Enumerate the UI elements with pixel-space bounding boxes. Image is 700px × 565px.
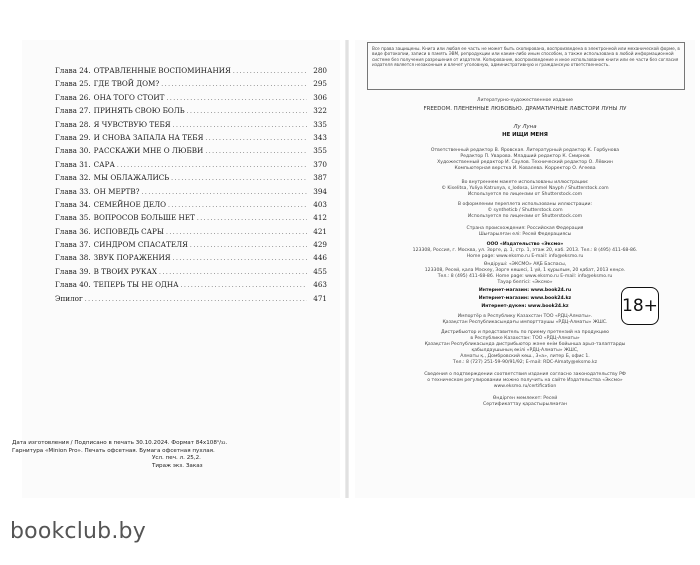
origin-line-2: Шығарылған елі: Ресей Федерациясы	[478, 232, 572, 237]
publisher-site: Home page: www.eksmo.ru E-mail: info@eksmo.ru	[466, 254, 584, 259]
toc-row	[55, 91, 327, 104]
shop-line-2: Интернет-магазин: www.book24.kz	[478, 296, 572, 301]
toc-chapter-number: Глава 32.	[55, 173, 91, 183]
cert-line-5: Сертификаттау қарастырылмаған	[483, 402, 567, 407]
typeface-line: Гарнитура «Minion Pro». Печать офсетная. Бумага офсетная пухлая.	[12, 447, 215, 454]
toc-chapter-title: ОТРАВЛЕННЫЕ ВОСПОМИНАНИЯ	[93, 66, 231, 75]
book-title: НЕ ИЩИ МЕНЯ	[502, 132, 548, 138]
toc-leader-dots	[117, 159, 307, 172]
distributor-line-5: Алматы қ., Домбровский көш., 3«а», литер Б, офис 1.	[460, 354, 590, 359]
toc-page-number: 471	[313, 293, 327, 303]
toc-row	[55, 118, 327, 131]
toc-row	[55, 265, 327, 278]
toc-row	[55, 77, 327, 90]
toc-chapter-number: Глава 38.	[55, 253, 91, 263]
toc-leader-dots	[166, 226, 307, 239]
credits-line-2: © Kiselitsa, Yuliya Katrunya, s_lodosa, Limmel Nayph / Shutterstock.com	[441, 186, 609, 191]
toc-chapter-number: Глава 29.	[55, 132, 91, 142]
toc-page-number: 355	[313, 146, 327, 156]
toc-page-number: 394	[313, 186, 327, 196]
table-of-contents	[55, 64, 327, 305]
toc-row	[55, 158, 327, 171]
toc-page-number: 421	[313, 226, 327, 236]
distributor-line-6: Тел.: 8 (727) 251-59-90/91/92; E-mail: RDC-Almaty@eksmo.kz	[452, 360, 598, 365]
toc-chapter-title: ГДЕ ТВОЙ ДОМ?	[93, 79, 160, 89]
toc-row	[55, 104, 327, 117]
publisher-address: 123308, Россия, г. Москва, ул. Зорге, д. 1, стр. 1, этаж 20, каб. 2013. Тел.: 8 (495) 411-68-86.	[412, 248, 638, 253]
distributor-line-1: Дистрибьютор и представитель по приему претензий на продукцию	[440, 330, 610, 335]
editors-line-3: Художественный редактор И. Саулов. Технический редактор О. Лёвкин	[437, 160, 613, 165]
toc-chapter-title: ИСПОВЕДЬ САРЫ	[93, 226, 164, 236]
importer-line-1: Импортёр в Республику Казахстан ТОО «РДЦ-Алматы».	[457, 314, 593, 319]
toc-chapter-number: Глава 24.	[55, 66, 91, 75]
toc-page-number: 295	[313, 79, 327, 89]
book-spine	[345, 40, 349, 498]
toc-chapter-title: И СНОВА ЗАПАЛА НА ТЕБЯ	[93, 132, 204, 142]
toc-page-number: 403	[313, 199, 327, 209]
toc-chapter-title: РАССКАЖИ МНЕ О ЛЮБВИ	[93, 146, 204, 156]
toc-row	[55, 211, 327, 224]
shop-line-1: Интернет-магазин: www.book24.ru	[478, 288, 572, 293]
toc-leader-dots	[161, 78, 307, 91]
toc-leader-dots	[168, 199, 307, 212]
cert-line-4: Өндірген мемлекет: Ресей	[492, 396, 558, 401]
origin-line-1: Страна происхождения: Российская Федерация	[466, 226, 584, 231]
toc-row	[55, 185, 327, 198]
toc-leader-dots	[205, 145, 307, 158]
legal-notice-box: Все права защищены. Книга или любая ее часть не может быть скопирована, воспроизведена в электронной или механической форме, в виде фотокопии, записи в память ЭВМ, репродукции или каким-либо иным способом, а также использована в любой информационной системе без получения разрешения от издателя. Копирование, воспроизведение и иное использование книги или ее части без согласия издателя является незаконным и влечет уголовную, административную и гражданскую ответственность.	[367, 42, 685, 90]
toc-row	[55, 131, 327, 144]
toc-chapter-number: Глава 37.	[55, 240, 91, 250]
toc-chapter-title: ПРИНЯТЬ СВОЮ БОЛЬ	[93, 106, 185, 116]
toc-page-number: 280	[313, 66, 327, 75]
toc-row	[55, 171, 327, 184]
trademark-line: Тауар белгісі: «Эксмо»	[497, 280, 553, 285]
age-rating-badge: 18+	[621, 287, 659, 325]
toc-page-number: 370	[313, 159, 327, 169]
toc-row	[55, 278, 327, 291]
toc-page-number: 455	[313, 266, 327, 276]
maker-site: Тел.: 8 (495) 411-68-86. Home page: www.eksmo.ru E-mail: info@eksmo.ru	[437, 274, 613, 279]
author-name: Лу Луна	[513, 124, 537, 130]
editors-line-1: Ответственный редактор В. Яровская. Литературный редактор К. Горбунова	[430, 148, 620, 153]
right-page-imprint	[355, 40, 695, 498]
signed-date-line: Дата изготовления / Подписано в печать 30.10.2024. Формат 84x108¹/₃₂.	[12, 440, 228, 446]
maker-address: 123308, Ресей, қала Мәскеу, Зорге көшесі, 1 үй, 1 құрылым, 20 қабат, 2013 кеңсе.	[424, 268, 626, 273]
toc-leader-dots	[187, 105, 307, 118]
toc-leader-dots	[205, 132, 307, 145]
toc-page-number: 463	[313, 280, 327, 290]
toc-row	[55, 144, 327, 157]
toc-chapter-title: Я ЧУВСТВУЮ ТЕБЯ	[93, 119, 171, 129]
toc-page-number: 335	[313, 119, 327, 129]
toc-chapter-title: В ТВОИХ РУКАХ	[93, 266, 158, 276]
toc-chapter-number: Глава 31.	[55, 159, 91, 169]
editors-line-2: Редактор П. Уварова. Младший редактор К. Смирнов	[460, 154, 590, 159]
toc-chapter-number: Глава 35.	[55, 213, 91, 223]
cert-line-1: Сведения о подтверждении соответствия издания согласно законодательству РФ	[424, 372, 626, 377]
toc-row	[55, 64, 327, 77]
toc-page-number: 412	[313, 213, 327, 223]
toc-chapter-title: ЗВУК ПОРАЖЕНИЯ	[93, 253, 171, 263]
distributor-line-3: Қазақстан Республикасында дистрибьютор және өнім бойынша арыз-талаптарды	[424, 342, 626, 347]
print-run-line: Тираж экз. Заказ	[152, 462, 203, 469]
toc-row	[55, 198, 327, 211]
toc-chapter-number: Глава 28.	[55, 119, 91, 129]
toc-row	[55, 251, 327, 264]
editors-line-4: Компьютерная верстка И. Ковалева. Корректор О. Агеева	[454, 166, 596, 171]
distributor-line-4: қабылдаушының өкілі «РДЦ-Алматы» ЖШС,	[471, 348, 579, 353]
publisher-name: ООО «Издательство «Эксмо»	[486, 242, 564, 247]
sheets-line: Усл. печ. л. 25,2.	[152, 455, 201, 462]
toc-row	[55, 238, 327, 251]
toc-chapter-number: Глава 27.	[55, 106, 91, 116]
toc-chapter-number: Глава 26.	[55, 92, 91, 102]
importer-line-2: Қазақстан Республикасындағы импорттаушы «РДЦ-Алматы» ЖШС.	[442, 320, 608, 325]
credits-line-3: Используется по лицензии от Shutterstock.com	[467, 192, 583, 197]
toc-leader-dots	[173, 119, 307, 132]
toc-leader-dots	[166, 92, 307, 105]
toc-page-number: 446	[313, 253, 327, 263]
toc-chapter-title: ТЕПЕРЬ ТЫ НЕ ОДНА	[93, 280, 179, 290]
toc-chapter-number: Глава 39.	[55, 266, 91, 276]
distributor-line-2: в Республике Казахстан: ТОО «РДЦ-Алматы»	[470, 336, 580, 341]
credits-line-6: Используется по лицензии от Shutterstock.com	[467, 214, 583, 219]
toc-leader-dots	[233, 65, 307, 78]
toc-leader-dots	[142, 186, 308, 199]
toc-chapter-title: ОНА ТОГО СТОИТ	[93, 92, 165, 102]
toc-chapter-title: СИНДРОМ СПАСАТЕЛЯ	[93, 240, 188, 250]
toc-chapter-number: Глава 30.	[55, 146, 91, 156]
toc-leader-dots	[159, 266, 307, 279]
toc-page-number: 306	[313, 92, 327, 102]
toc-row	[55, 292, 327, 305]
credits-line-1: Во внутреннем макете использованы иллюстрации:	[461, 180, 589, 185]
toc-page-number: 429	[313, 240, 327, 250]
toc-leader-dots	[173, 252, 307, 265]
toc-chapter-number: Глава 33.	[55, 186, 91, 196]
toc-chapter-title: САРА	[93, 159, 115, 169]
toc-leader-dots	[85, 293, 307, 306]
toc-leader-dots	[181, 279, 307, 292]
toc-page-number: 343	[313, 132, 327, 142]
genre-label: Литературно-художественное издание	[477, 98, 573, 103]
left-page	[22, 40, 340, 498]
site-watermark: bookclub.by	[10, 519, 146, 544]
cert-line-3: www.eksmo.ru/certification	[493, 384, 557, 389]
toc-chapter-title: ВОПРОСОВ БОЛЬШЕ НЕТ	[93, 213, 195, 223]
toc-chapter-number: Глава 25.	[55, 79, 91, 89]
toc-row	[55, 225, 327, 238]
credits-line-5: © syntheticb / Shutterstock.com	[487, 208, 563, 213]
toc-chapter-title: СЕМЕЙНОЕ ДЕЛО	[93, 199, 166, 209]
cert-line-2: о техническом регулировании можно получить на сайте Издательства «Эксмо»	[427, 378, 623, 383]
toc-chapter-number: Глава 40.	[55, 280, 91, 290]
publication-details	[12, 440, 332, 470]
toc-leader-dots	[171, 172, 307, 185]
toc-chapter-title: ОН МЕРТВ?	[93, 186, 140, 196]
toc-page-number: 322	[313, 106, 327, 116]
toc-leader-dots	[197, 212, 307, 225]
series-name: FREEDOM. ПЛЕНЕННЫЕ ЛЮБОВЬЮ. ДРАМАТИЧНЫЕ ЛАВСТОРИ ЛУНЫ ЛУ	[423, 106, 627, 112]
shop-line-3: Интернет-дүкен: www.book24.kz	[481, 304, 569, 309]
toc-chapter-title: МЫ ОБЛАЖАЛИСЬ	[93, 173, 170, 183]
toc-chapter-number: Глава 34.	[55, 199, 91, 209]
toc-chapter-title: Эпилог	[55, 293, 83, 303]
toc-chapter-number: Глава 36.	[55, 226, 91, 236]
toc-page-number: 387	[313, 173, 327, 183]
toc-leader-dots	[190, 239, 307, 252]
maker-line: Өндіруші: «ЭКСМО» АҚБ Баспасы,	[483, 262, 567, 267]
credits-line-4: В оформлении переплета использованы иллюстрации:	[457, 202, 593, 207]
